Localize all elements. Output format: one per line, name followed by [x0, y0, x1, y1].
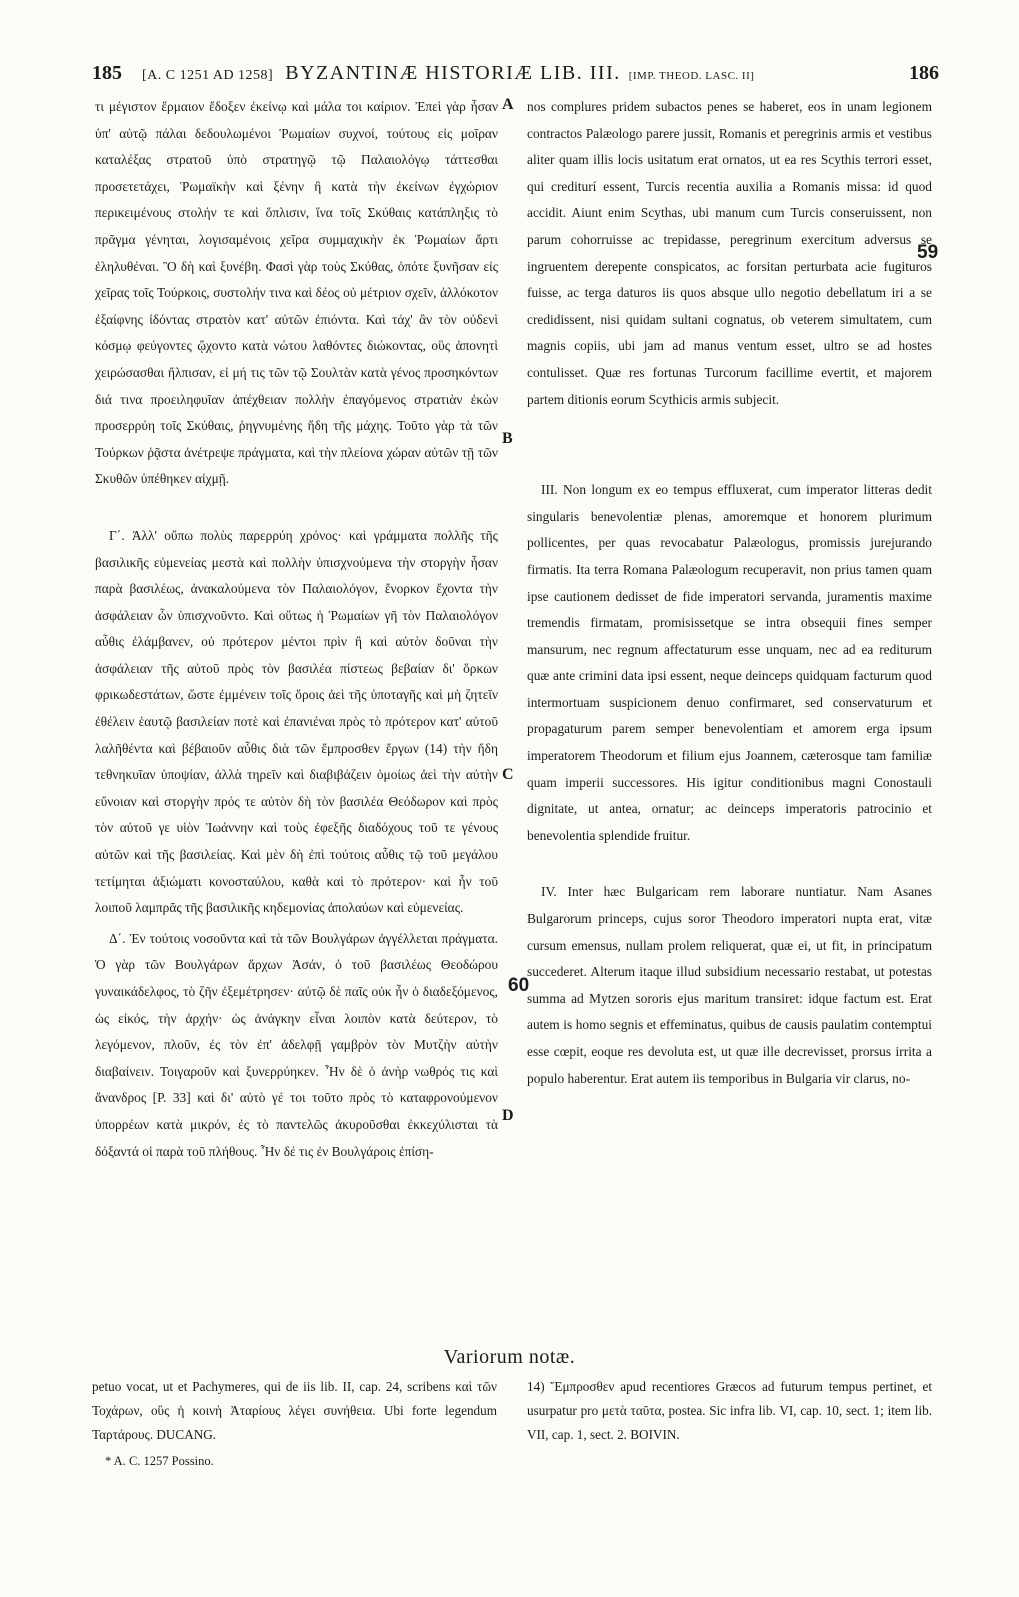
- latin-paragraph-2: III. Non longum ex eo tempus effluxerat, cum imperator litteras dedit singularis benevolentiæ plenas, amoremque et honorem plurimum pollicentes, per quas revocabatur Palæologus, promissis jurejurando firmatis. Ita terra Romana Palæologum recuperavit, non prius tamen quam ipse cautionem dedisset de fide imperatori servanda, juramentis maxime tremendis firmatam, promisissetque se intra obsequii fines semper mansurum, nec regnum affectaturum esse unquam, nec ad ea rediturum quæ ante crimini data ipsi essent, neque deinceps quidquam facturum quod intermortuam suspicionem denuo confirmaret, sed conservaturum et propagaturum parem semper benevolentiam et amorem erga ipsum imperatorem Theodorum et filium ejus Joannem, cæterosque tam familiæ quam imperii successores. His igitur conditionibus magni Conostauli dignitate, ut antea, ornatur; ac deinceps imperatoris patrocinio et benevolentia splendide fruitur.: [527, 482, 932, 843]
- header-reign: [IMP. THEOD. LASC. II]: [628, 70, 755, 82]
- greek-paragraph-1: τι μέγιστον ἔρμαιον ἔδοξεν ἐκείνῳ καὶ μάλα τοι καίριον. Ἐπεὶ γὰρ ἦσαν ὑπ' αὐτῷ πάλαι δεδουλωμένοι Ῥωμαίων συχνοί, τούτους εἰς μοῖραν καταλέξας στρατοῦ ὑπὸ στρατηγῷ τῷ Παλαιολόγῳ τάττεσθαι προσετετάχει, Ῥωμαϊκὴν καὶ ξένην ἢ κατὰ τὴν ἐκείνων ἐγχώριον περικειμένους στολήν τε καὶ ὅπλισιν, ἵνα τοῖς Σκύθαις κατάπληξις τὸ πρᾶγμα γένηται, λογισαμένοις χεῖρα συμμαχικὴν ἐκ Ῥωμαίων ἄρτι ἐληλυθέναι. Ὃ δὴ καὶ ξυνέβη. Φασὶ γὰρ τοὺς Σκύθας, ὁπότε ξυνῆσαν εἰς χεῖρας τοῖς Τούρκοις, συστολήν τινα καὶ δέος οὐ μέτριον σχεῖν, ἀλλόκοτον ἐξαίφνης ἰδόντας στρατὸν κατ' αὐτῶν ἐπιόντα. Καὶ τάχ' ἂν τὸν οὐδενὶ κόσμῳ φεύγοντες ᾤχοντο κατὰ νώτου λαθόντες διώκοντας, οὓς ἀπονητὶ χειρώσασθαι ἤλπισαν, εἰ μή τις τῶν τῷ Σουλτὰν κατὰ γένος προσηκόντων διά τινα προειληφυῖαν ἀπέχθειαν πολλὴν ἐπαγόμενος στρατιὰν ἐκὼν προσερρύη τοῖς Σκύθαις, ῥηγνυμένης ἤδη τῆς μάχης. Τοῦτο γὰρ τὰ τῶν Τούρκων ῥᾷστα ἀνέτρεψε πράγματα, καὶ τὴν πλείονα χώραν αὐτῶν τῇ τῶν Σκυθῶν ὑπέθηκεν αἰχμῇ.: [95, 99, 498, 487]
- margin-number-60: 60: [508, 975, 530, 996]
- latin-column: [527, 94, 932, 1339]
- page-number-right: 186: [909, 62, 939, 84]
- latin-paragraph-1: nos complures pridem subactos penes se haberet, eos in unam legionem contractos Palæologo parere jussit, Romanis et peregrinis armis et vestibus aliter quam illis locis usitatum erat ornatos, ut ea res Scythis terrori esset, qui crediturí essent, Turcis recentia auxilia a Romanis missa: id quod accidit. Aiunt enim Scythas, ubi manum cum Turcis conseruissent, non parum cohorruisse ac trepidasse, peregrinum exercitum adversus se ingruentem derepente conspicatos, ac forsitan perturbata acie fugituros fuisse, ac terga daturos iis quos absque ullo negotio debellatum iri a se credidissent, nisi quidam sultani cognatus, ob veterem simultatem, cum magnis copiis, ubi jam ad manus ventum esset, ultro se ad hostes contulisset. Quæ res fortunas Turcorum facillime evertit, et majorem partem ditionis eorum Scythicis armis subjecit.: [527, 99, 932, 407]
- running-header: [92, 62, 939, 92]
- greek-column: [95, 94, 498, 1339]
- section-marker-b: B: [502, 430, 513, 447]
- margin-number-59: 59: [917, 242, 939, 263]
- latin-paragraph-3: IV. Inter hæc Bulgaricam rem laborare nuntiatur. Nam Asanes Bulgarorum princeps, cujus soror Theodoro imperatori nupta erat, vitæ cursum emensus, nullam prolem reliquerat, quæ ei, ut fit, in principatum succederet. Alterum itaque illud subsidium necessario restabat, ut potestas summa ad Mytzen sororis ejus maritum transiret: idque factum est. Erat autem is homo segnis et effeminatus, quibus de causis paulatim contemptui esse cœpit, eoque res devoluta est, ut quæ ille decrevisset, prorsus irrita a populo haberentur. Erat autem iis temporibus in Bulgaria vir clarus, no-: [527, 884, 932, 1086]
- section-marker-d: D: [502, 1107, 514, 1124]
- note-right: 14) Ἔμπροσθεν apud recentiores Græcos ad futurum tempus pertinet, et usurpatur pro μετὰ ταῦτα, postea. Sic infra lib. VI, cap. 10, sect. 1; item lib. VII, cap. 1, sect. 2. BOIVIN.: [527, 1379, 932, 1442]
- footnote: * A. C. 1257 Possino.: [105, 1454, 214, 1468]
- note-left: petuo vocat, ut et Pachymeres, qui de iis lib. II, cap. 24, scribens καὶ τῶν Τοχάρων, οὓς ἡ κοινὴ Ἀταρίους λέγει συνήθεια. Ubi forte legendum Ταρτάρους. DUCANG.: [92, 1379, 497, 1442]
- greek-paragraph-3: Δ΄. Ἐν τούτοις νοσοῦντα καὶ τὰ τῶν Βουλγάρων ἀγγέλλεται πράγματα. Ὁ γὰρ τῶν Βουλγάρων ἄρχων Ἀσάν, ὁ τοῦ βασιλέως Θεοδώρου γυναικάδελφος, τὸ ζῆν ἐξεμέτρησεν· αὐτῷ δὲ παῖς οὐκ ἦν ὁ διαδεξόμενος, ὡς εἰκός, τὴν ἀρχήν· ὡς ἀνάγκην εἶναι λοιπὸν κατὰ δεύτερον, τὸ λεγόμενον, πλοῦν, ἐς τὸν ἐπ' ἀδελφῇ γαμβρὸν τὸν Μυτζὴν αὐτὴν διαβαίνειν. Τοιγαροῦν καὶ ξυνερρύηκεν. Ἦν δὲ ὁ ἀνὴρ νωθρός τις καὶ ἄνανδρος [P. 33] καὶ δι' αὐτὸ γέ τοι τοῦτο πρὸς τὸ καταφρονούμενον ὑπορρέων κατὰ μικρόν, ἐς τὸ παντελῶς ἀκυροῦσθαι ἐκκεχύλισται τὰ δόξαντά οἱ παρὰ τοῦ πλήθους. Ἦν δέ τις ἐν Βουλγάροις ἐπίση-: [95, 930, 498, 1159]
- notes-title: Variorum notæ.: [443, 1346, 576, 1368]
- header-years: [A. C 1251 AD 1258]: [142, 68, 274, 83]
- section-marker-c: C: [502, 766, 514, 783]
- greek-paragraph-2: Γ΄. Ἀλλ' οὔπω πολὺς παρερρύη χρόνος· καὶ γράμματα πολλῆς τῆς βασιλικῆς εὐμενείας μεστὰ καὶ πολλὴν ὑπισχνούμενα τὴν στοργὴν ἧσαν παρὰ βασιλέως, ἀνακαλούμενα τὸν Παλαιολόγον, ἔνορκον ἔχοντα τὴν ἀσφάλειαν ὧν ὑπισχνοῦντο. Καὶ οὕτως ἡ Ῥωμαίων γῆ τὸν Παλαιολόγον αὖθις ἐλάμβανεν, οὐ πρότερον μέντοι πρὶν ἢ καὶ αὐτὸν δοῦναι τὴν ἀσφάλειαν τῆς αὐτοῦ πρὸς τὸν βασιλέα πίστεως βεβαίαν δι' ὅρκων φρικωδεστάτων, ὥστε ἐμμένειν τοῖς ὅροις ἀεὶ τῆς ὑποταγῆς καὶ μὴ ζητεῖν ἐθέλειν ἑαυτῷ βασιλείαν ποτὲ καὶ ἐπανιέναι πρὸς τὸ πρότερον κατ' αὐτοῦ λαλῆθέντα καὶ βέβαιοῦν αὖθις διὰ τῶν ἔμπροσθεν ἔργων (14) τὴν ἤδη τεθνηκυῖαν ὑποψίαν, ἀλλὰ τηρεῖν καὶ διαβιβάζειν ὁμοίως ἀεὶ τὴν αὐτὴν εὔνοιαν καὶ στοργὴν πρός τε αὐτὸν δὴ τὸν βασιλέα Θεόδωρον καὶ πρὸς τὸν αὐτοῦ γε υἱὸν Ἰωάννην καὶ τοὺς ἐφεξῆς διαδόχους τοῦ τε γένους αὐτῶν καὶ τῆς βασιλείας. Καὶ μὲν δὴ ἐπὶ τούτοις αὖθις τῷ τοῦ μεγάλου τετίμηται ἀξιώματι κονοσταύλου, καθὰ καὶ τὸ πρότερον· καὶ ἦν τοῦ λοιποῦ λαμπρᾶς τῆς βασιλικῆς κηδεμονίας ἀπολαύων καὶ εὐμενείας.: [95, 527, 498, 916]
- section-marker-a: A: [502, 96, 514, 113]
- page-number-left: 185: [92, 62, 122, 84]
- header-title: BYZANTINÆ HISTORIÆ LIB. III.: [285, 62, 621, 84]
